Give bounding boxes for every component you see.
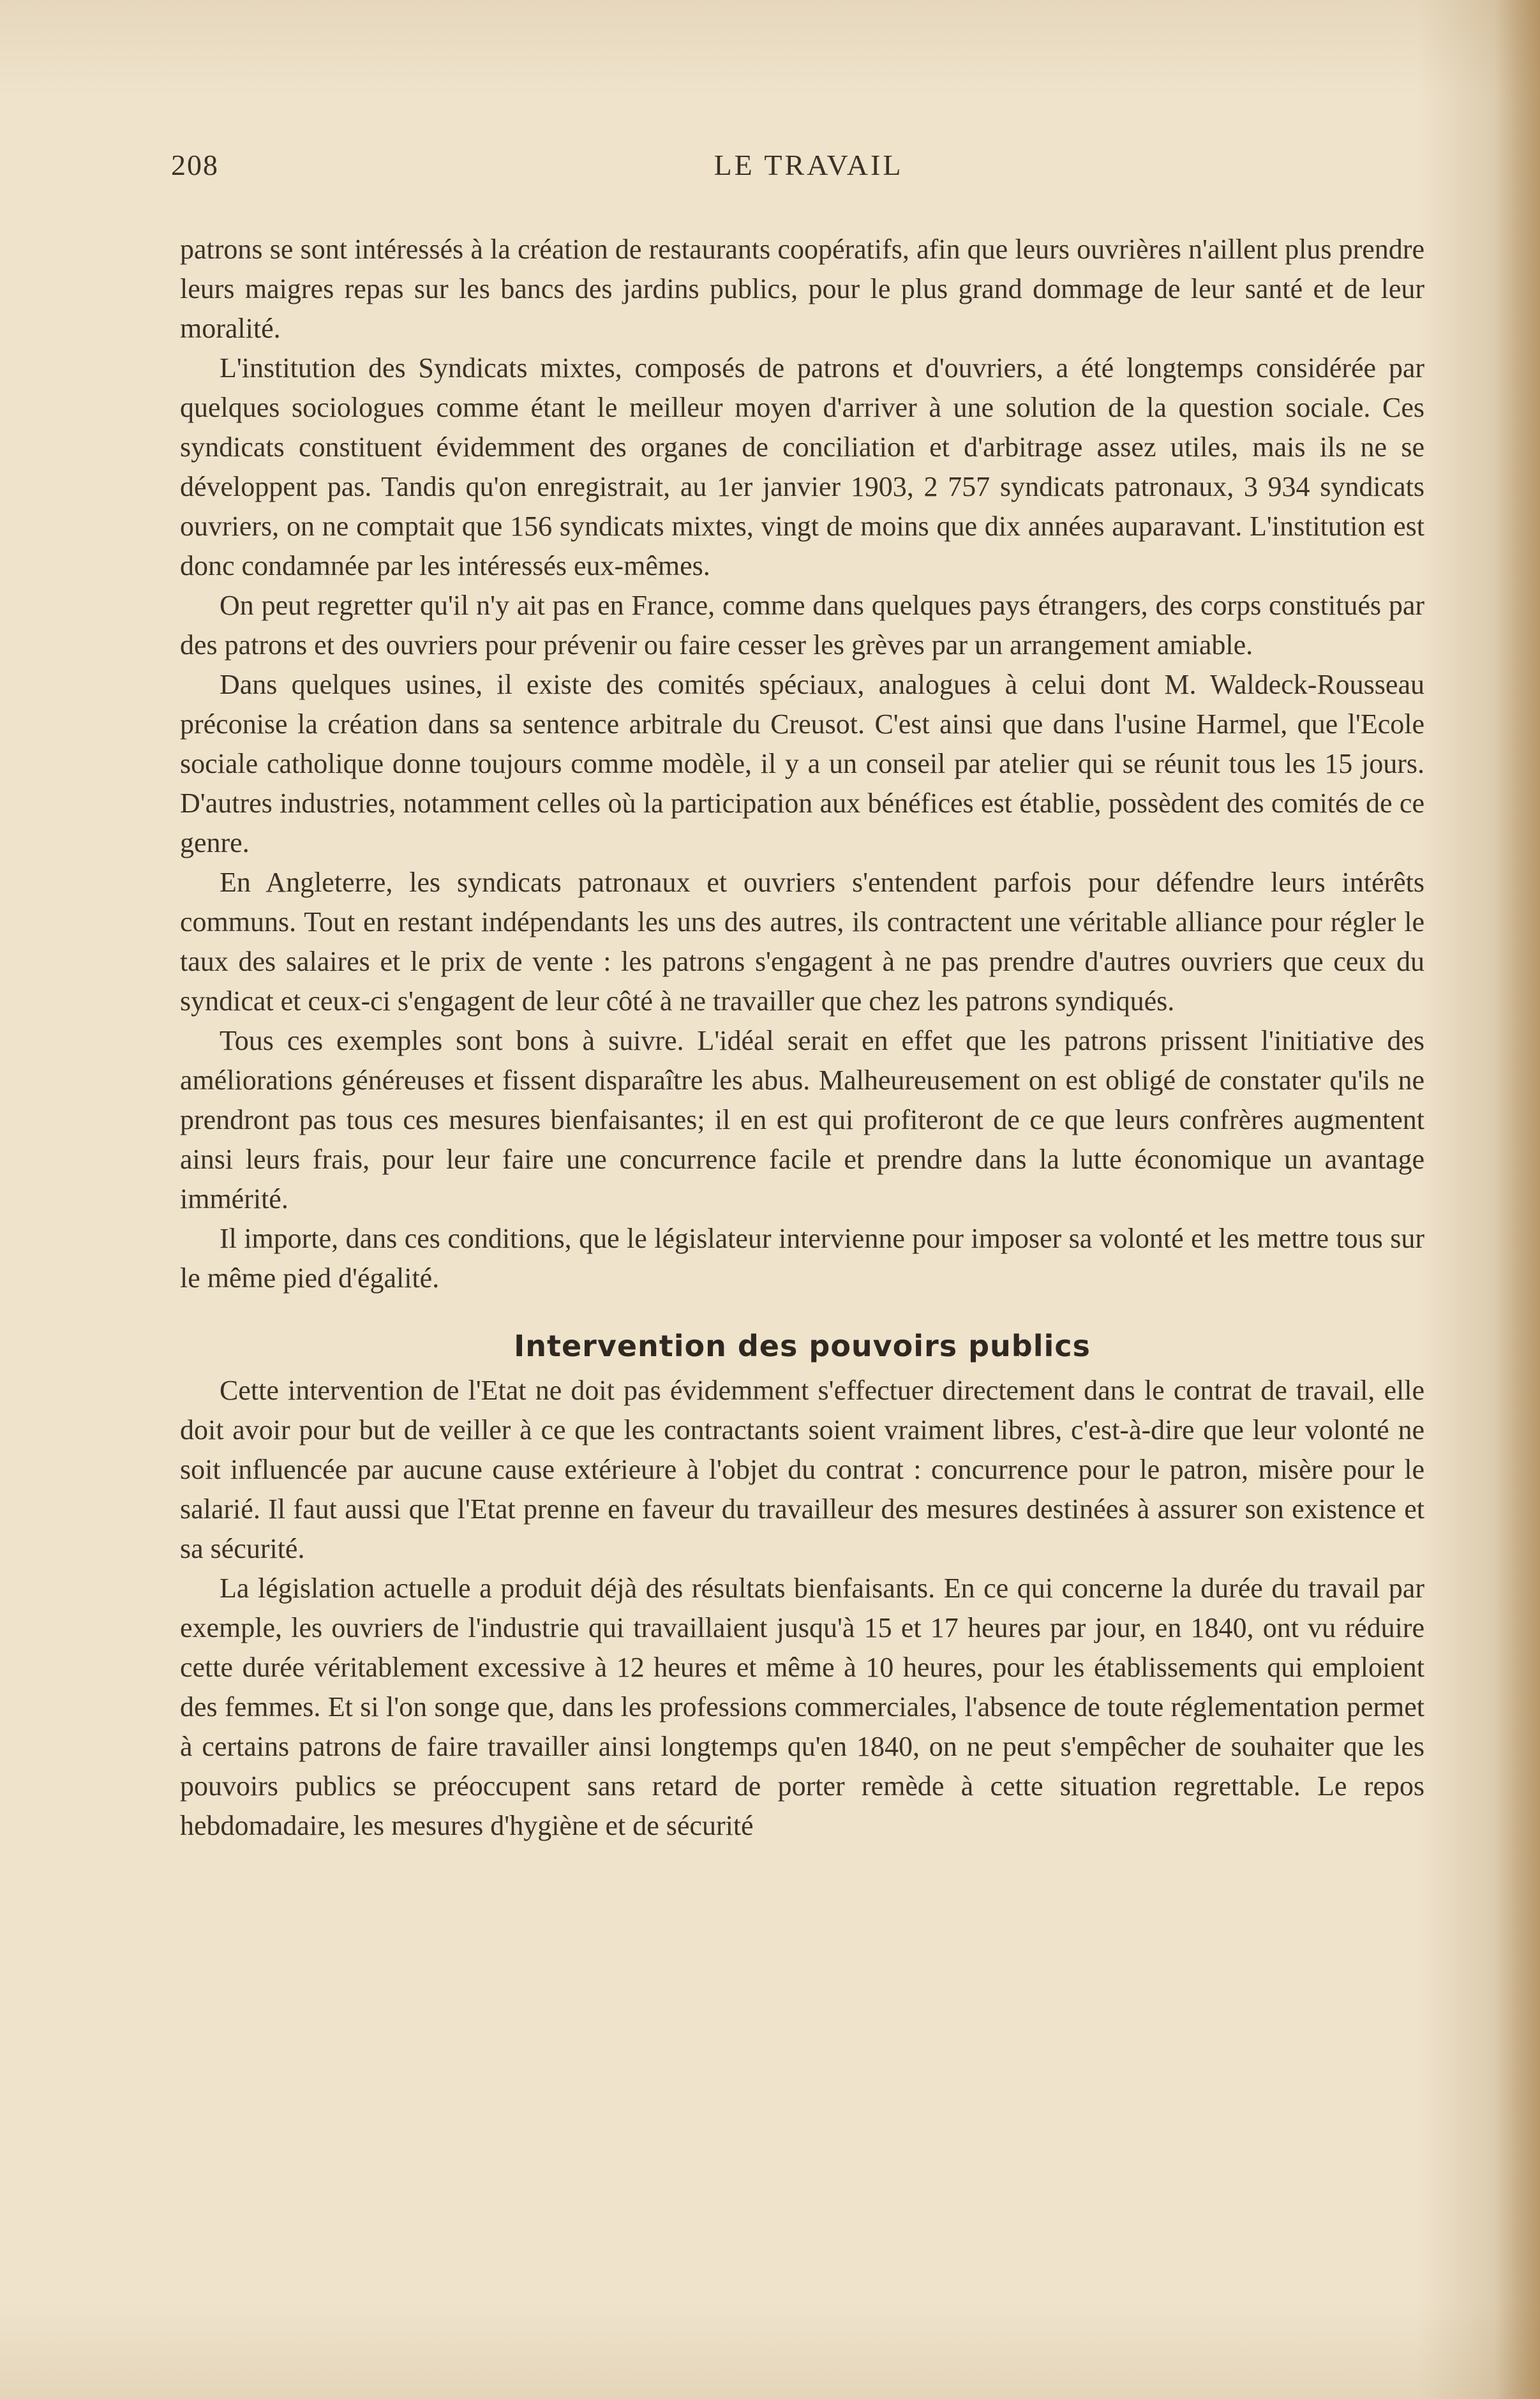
section-heading: Intervention des pouvoirs publics (514, 1329, 1091, 1363)
paragraph: Il importe, dans ces conditions, que le législateur intervienne pour imposer sa volonté et les mettre tous sur le même pied d'égalité. (180, 1223, 1424, 1294)
body-text (180, 230, 1424, 1846)
paragraph: Cette intervention de l'Etat ne doit pas évidemment s'effectuer directement dans le contrat de travail, elle doit avoir pour but de veiller à ce que les contractants soient vraiment libres, c'est-à-dire que leur volonté ne soit influencée par aucune cause extérieure à l'objet du contrat : concurrence pour le patron, misère pour le salarié. Il faut aussi que l'Etat prenne en faveur du travailleur des mesures destinées à assurer son existence et sa sécurité. (180, 1375, 1424, 1564)
paragraph: La législation actuelle a produit déjà des résultats bienfaisants. En ce qui concerne la durée du travail par exemple, les ouvriers de l'industrie qui travaillaient jusqu'à 15 et 17 heures par jour, en 1840, ont vu réduire cette durée véritablement excessive à 12 heures et même à 10 heures, pour les établissements qui emploient des femmes. Et si l'on songe que, dans les professions commerciales, l'absence de toute réglementation permet à certains patrons de faire travailler ainsi longtemps qu'en 1840, on ne peut s'empêcher de souhaiter que les pouvoirs publics se préoccupent sans retard de porter remède à cette situation regrettable. Le repos hebdomadaire, les mesures d'hygiène et de sécurité (180, 1573, 1424, 1841)
page-number: 208 (171, 149, 219, 181)
running-head (171, 148, 1427, 186)
paragraph: Tous ces exemples sont bons à suivre. L'idéal serait en effet que les patrons prissent l'initiative des améliorations généreuses et fissent disparaître les abus. Malheureusement on est obligé de constater qu'ils ne prendront pas tous ces mesures bienfaisantes; il en est qui profiteront de ce que leurs confrères augmentent ainsi leurs frais, pour leur faire une concurrence facile et prendre dans la lutte économique un avantage immérité. (180, 1025, 1424, 1214)
paragraph: En Angleterre, les syndicats patronaux et ouvriers s'entendent parfois pour défendre leurs intérêts communs. Tout en restant indépendants les uns des autres, ils contractent une véritable alliance pour régler le taux des salaires et le prix de vente : les patrons s'engagent à ne pas prendre d'autres ouvriers que ceux du syndicat et ceux-ci s'engagent de leur côté à ne travailler que chez les patrons syndiqués. (180, 867, 1424, 1017)
paragraph: Dans quelques usines, il existe des comités spéciaux, analogues à celui dont M. Waldeck-Rousseau préconise la création dans sa sentence arbitrale du Creusot. C'est ainsi que dans l'usine Harmel, que l'Ecole sociale catholique donne toujours comme modèle, il y a un conseil par atelier qui se réunit tous les 15 jours. D'autres industries, notamment celles où la participation aux bénéfices est établie, possèdent des comités de ce genre. (180, 669, 1424, 858)
paragraph: On peut regretter qu'il n'y ait pas en France, comme dans quelques pays étrangers, des corps constitués par des patrons et des ouvriers pour prévenir ou faire cesser les grèves par un arrangement amiable. (180, 590, 1424, 661)
paragraph: L'institution des Syndicats mixtes, composés de patrons et d'ouvriers, a été longtemps considérée par quelques sociologues comme étant le meilleur moyen d'arriver à une solution de la question sociale. Ces syndicats constituent évidemment des organes de conciliation et d'arbitrage assez utiles, mais ils ne se développent pas. Tandis qu'on enregistrait, au 1er janvier 1903, 2 757 syndicats patronaux, 3 934 syndicats ouvriers, on ne comptait que 156 syndicats mixtes, vingt de moins que dix années auparavant. L'institution est donc condamnée par les intéressés eux-mêmes. (180, 352, 1424, 581)
page-edge-shadow (1495, 0, 1540, 2399)
paragraph: patrons se sont intéressés à la création de restaurants coopératifs, afin que leurs ouvrières n'aillent plus prendre leurs maigres repas sur les bancs des jardins publics, pour le plus grand dommage de leur santé et de leur moralité. (180, 234, 1424, 344)
running-title: LE TRAVAIL (714, 149, 904, 181)
